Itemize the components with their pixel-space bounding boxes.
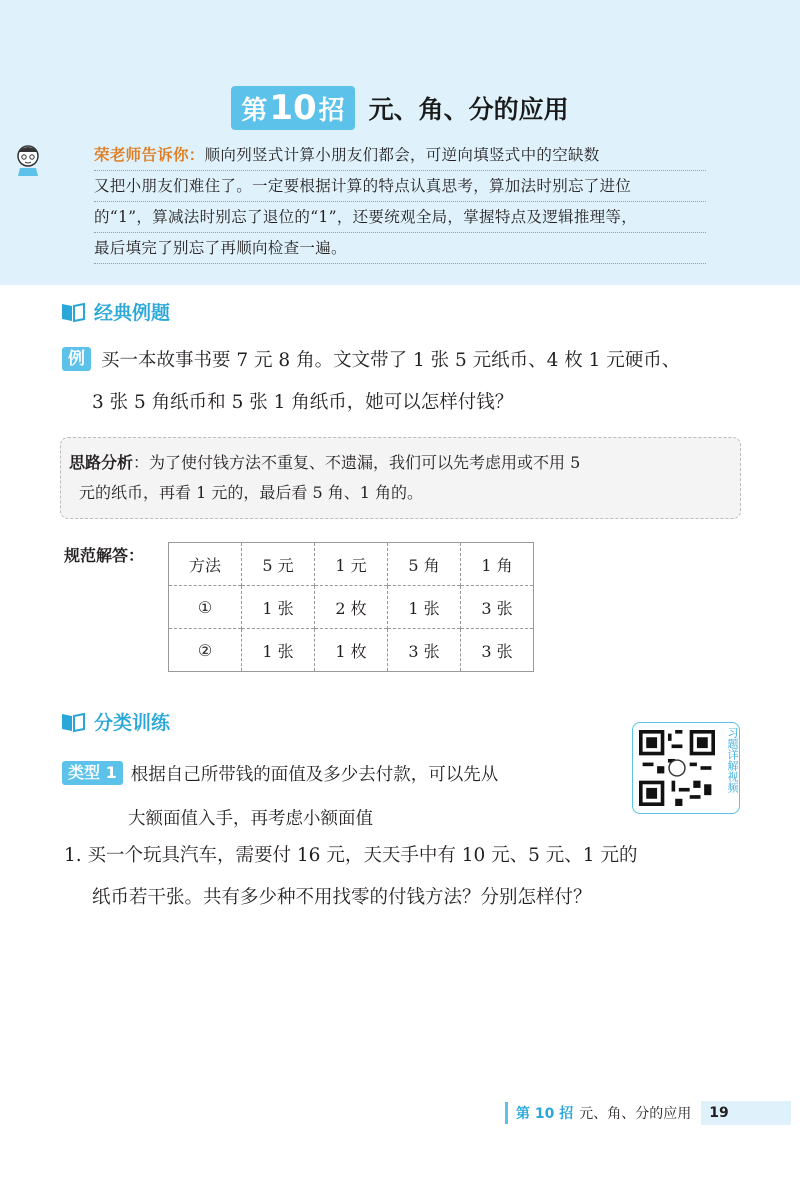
tip-line: 又把小朋友们难住了。一定要根据计算的特点认真思考，算加法时别忘了进位 (94, 171, 706, 202)
page-number: 19 (701, 1101, 791, 1125)
example-problem (62, 340, 752, 424)
tip-heading: 荣老师告诉你： (94, 146, 205, 164)
chapter-badge (231, 86, 354, 130)
table-cell: 1 张 (242, 586, 315, 629)
type-badge: 类型 1 (62, 761, 123, 785)
chapter-title (0, 86, 800, 130)
analysis-box (60, 437, 741, 519)
section-category-training (60, 708, 170, 735)
page-footer (505, 1101, 791, 1125)
table-cell: ① (169, 586, 242, 629)
analysis-text: 元的纸币，再看 1 元的，最后看 5 角、1 角的。 (79, 483, 423, 502)
footer-accent-bar (505, 1102, 508, 1124)
qr-caption: 习题详解视频 (726, 727, 739, 793)
chapter-prefix: 第 (241, 96, 268, 126)
table-cell: 1 张 (242, 629, 315, 672)
answer-table (168, 542, 534, 672)
qr-code-icon[interactable] (639, 729, 715, 807)
table-cell: ② (169, 629, 242, 672)
question-text: 1. 买一个玩具汽车，需要付 16 元，天天手中有 10 元、5 元、1 元的 (64, 845, 638, 866)
teacher-tip (94, 140, 706, 264)
table-header-cell: 1 角 (461, 543, 534, 586)
chapter-number: 10 (269, 88, 317, 128)
tip-text: 顺向列竖式计算小朋友们都会，可逆向填竖式中的空缺数 (204, 146, 600, 164)
table-header-cell: 5 元 (242, 543, 315, 586)
tip-line (94, 140, 706, 171)
teacher-avatar-icon (6, 142, 96, 178)
type-heading (62, 753, 498, 841)
type-text: 大额面值入手，再考虑小额面值 (128, 809, 373, 829)
section-title: 经典例题 (94, 302, 171, 324)
answer-label: 规范解答： (64, 546, 145, 565)
example-text: 3 张 5 角纸币和 5 张 1 角纸币，她可以怎样付钱？ (92, 392, 514, 413)
table-row (169, 629, 534, 672)
tip-line: 的“1”，算减法时别忘了退位的“1”，还要统观全局，掌握特点及逻辑推理等， (94, 202, 706, 233)
qr-code-panel[interactable] (632, 722, 740, 814)
open-book-icon (60, 301, 86, 323)
chapter-name: 元、角、分的应用 (368, 95, 569, 124)
chapter-suffix: 招 (318, 96, 345, 126)
table-cell: 3 张 (461, 629, 534, 672)
table-cell: 1 枚 (315, 629, 388, 672)
footer-title: 元、角、分的应用 (579, 1106, 692, 1122)
type-text: 根据自己所带钱的面值及多少去付款，可以先从 (130, 765, 499, 785)
question-1 (64, 835, 754, 919)
example-badge: 例 (62, 347, 91, 371)
table-header-cell: 5 角 (388, 543, 461, 586)
section-title: 分类训练 (94, 712, 171, 734)
example-text: 买一本故事书要 7 元 8 角。文文带了 1 张 5 元纸币、4 枚 1 元硬币、 (101, 350, 681, 371)
table-cell: 1 张 (388, 586, 461, 629)
question-text: 纸币若干张。共有多少种不用找零的付钱方法？分别怎样付？ (92, 887, 592, 908)
section-classic-examples (60, 298, 170, 325)
open-book-icon (60, 711, 86, 733)
tip-line: 最后填完了别忘了再顺向检查一遍。 (94, 233, 706, 264)
analysis-text: ：为了使付钱方法不重复、不遗漏，我们可以先考虑用或不用 5 (133, 453, 581, 472)
table-header-row (169, 543, 534, 586)
table-header-cell: 1 元 (315, 543, 388, 586)
table-row (169, 586, 534, 629)
table-cell: 3 张 (461, 586, 534, 629)
table-header-cell: 方法 (169, 543, 242, 586)
footer-chapter: 第 10 招 (516, 1106, 574, 1122)
analysis-heading: 思路分析 (69, 453, 134, 472)
table-cell: 2 枚 (315, 586, 388, 629)
table-cell: 3 张 (388, 629, 461, 672)
